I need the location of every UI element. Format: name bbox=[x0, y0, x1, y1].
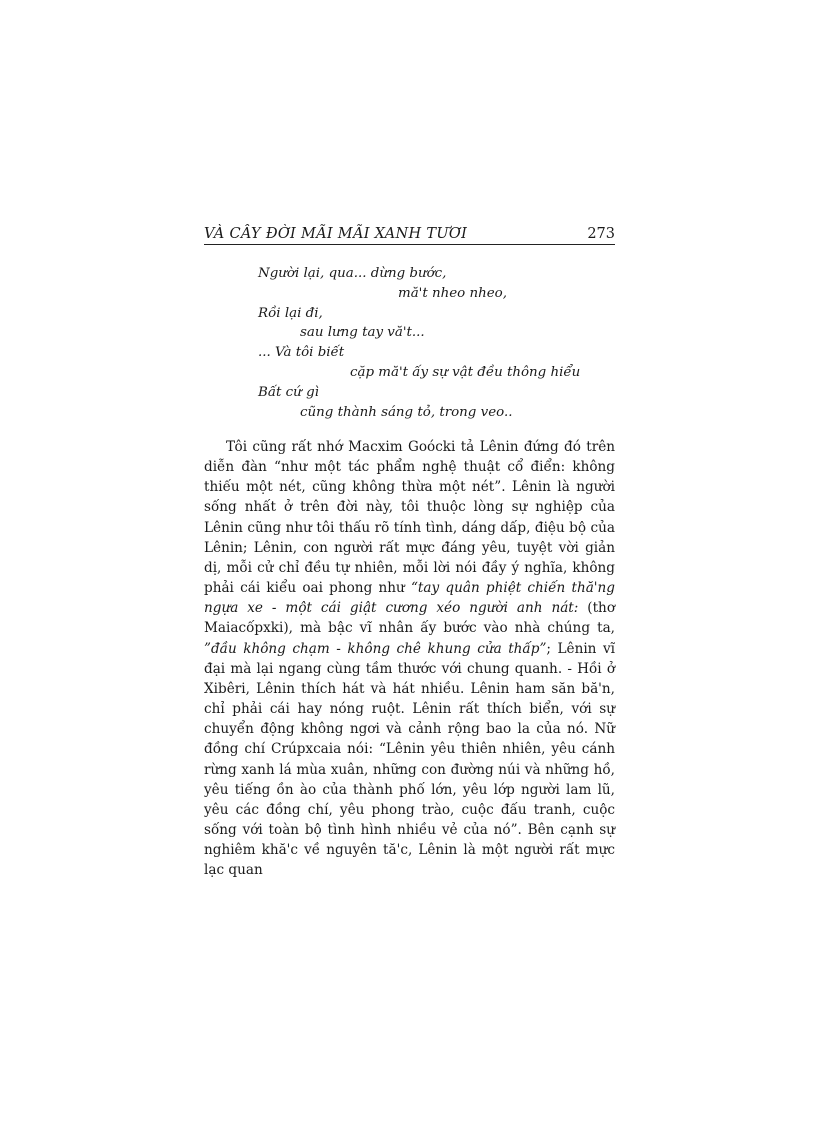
paragraph-quote-italic: ”đầu không chạm - không chê khung cửa thấp” bbox=[204, 640, 547, 657]
poem-line: Rồi lại đi, bbox=[258, 305, 323, 321]
poem-line: sau lưng tay vă't... bbox=[300, 325, 425, 341]
poem-line: ... Và tôi biết bbox=[258, 345, 345, 361]
poem-block bbox=[258, 264, 618, 422]
body-text bbox=[204, 437, 615, 880]
paragraph-text: (thơ Maiacốpxki), mà bậc vĩ nhân ấy bước vào nhà chúng ta, bbox=[204, 600, 615, 637]
running-header bbox=[204, 218, 615, 245]
poem-line: Người lại, qua... dừng bước, bbox=[258, 266, 447, 281]
paragraph bbox=[204, 437, 615, 880]
paragraph-text: Tôi cũng rất nhớ Macxim Goócki tả Lênin đứng đó trên diễn đàn “như một tác phẩm nghệ thuật cổ điển: không thiếu một nét, cũng không thừa một nét”. Lênin là người sống nhất ở trên đời này, tôi thuộc lòng sự nghiệp của Lênin cũng như tôi thấu rõ tính tình, dáng dấp, điệu bộ của Lênin; Lênin, con người rất mực đáng yêu, tuyệt vời giản dị, mỗi cử chỉ đều tự nhiên, mỗi lời nói đầy ý nghĩa, không phải cái kiểu oai phong như bbox=[204, 439, 615, 597]
poem-line: cặp mă't ấy sự vật đều thông hiểu bbox=[350, 364, 581, 380]
running-header-title: VÀ CÂY ĐỜI MÃI MÃI XANH TƯƠI bbox=[204, 226, 468, 242]
page-number: 273 bbox=[587, 226, 615, 242]
poem-line: cũng thành sáng tỏ, trong veo.. bbox=[300, 404, 513, 420]
poem-line: Bất cứ gì bbox=[258, 384, 319, 400]
paragraph-text: ; Lênin vĩ đại mà lại ngang cùng tầm thước với chung quanh. - Hồi ở Xibêri, Lênin thích hát và hát nhiều. Lênin ham săn bă'n, chỉ phải cái hay nóng ruột. Lênin rất thích biển, với sự chuyển động không ngơi và cảnh rộng bao la của nó. Nữ đồng chí Crúpxcaia nói: “Lênin yêu thiên nhiên, yêu cánh rừng xanh lá mùa xuân, những con đường núi và những hồ, yêu tiếng ồn ào của thành phố lớn, yêu lớp người lam lũ, yêu các đồng chí, yêu phong trào, cuộc đấu tranh, cuộc sống với toàn bộ tình hình nhiều vẻ của nó”. Bên cạnh sự nghiêm khă'c về nguyên tă'c, Lênin là một người rất mực lạc quan bbox=[204, 640, 615, 879]
paragraph-quote-italic: “tay quân phiệt chiến thă'ng ngựa xe - một cái giật cương xéo người anh nát: bbox=[204, 580, 615, 617]
poem-line: mă't nheo nheo, bbox=[398, 285, 507, 301]
